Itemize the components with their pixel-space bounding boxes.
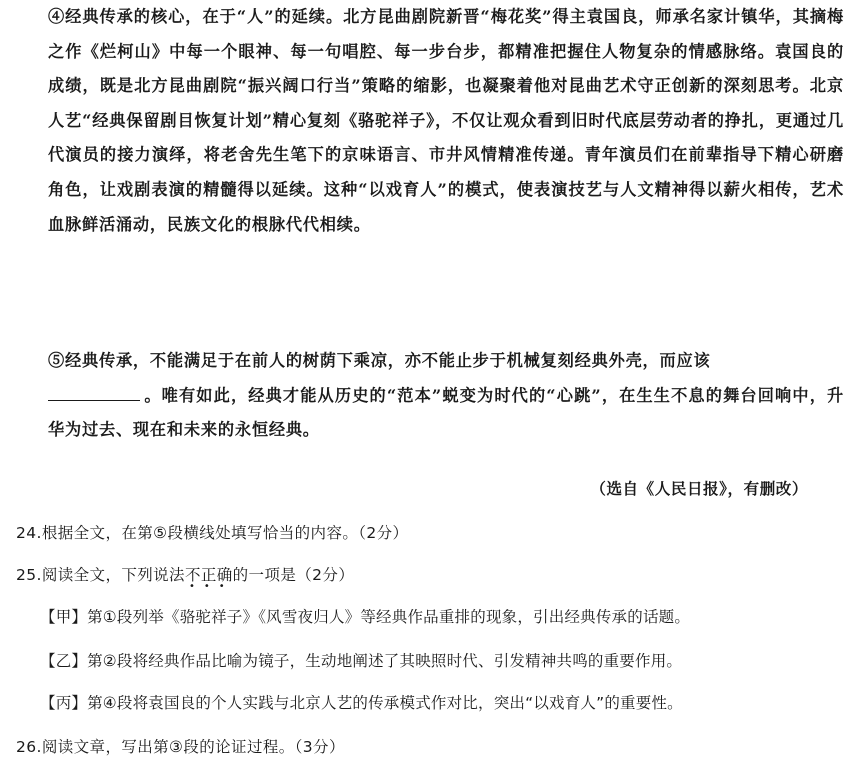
question-25-emphasis-text: 不正确: [184, 566, 233, 584]
question-25-suffix: 的一项是（2分）: [232, 566, 355, 584]
question-25-option-bing: 【丙】第④段将袁国良的个人实践与北京人艺的传承模式作对比，突出“以戏育人”的重要性。: [40, 694, 683, 712]
passage-paragraph-5: [16, 344, 844, 448]
question-25-emphasis: [185, 560, 233, 590]
paragraph-5-text-after-blank: 。唯有如此，经典才能从历史的“范本”蜕变为时代的“心跳”，在生生不息的舞台回响中，升华为过去、现在和未来的永恒经典。: [48, 385, 844, 440]
source-citation: （选自《人民日报》，有删改）: [590, 479, 808, 498]
paragraph-4-text: ④经典传承的核心，在于“人”的延续。北方昆曲剧院新晋“梅花奖”得主袁国良，师承名家计镇华，其摘梅之作《烂柯山》中每一个眼神、每一句唱腔、每一步台步，都精准把握住人物复杂的情感脉络。袁国良的成绩，既是北方昆曲剧院“振兴阔口行当”策略的缩影，也凝聚着他对昆曲艺术守正创新的深刻思考。北京人艺“经典保留剧目恢复计划”精心复刻《骆驼祥子》，不仅让观众看到旧时代底层劳动者的挣扎，更通过几代演员的接力演绎，将老舍先生笔下的京味语言、市井风情精准传递。青年演员们在前辈指导下精心研磨角色，让戏剧表演的精髓得以延续。这种“以戏育人”的模式，使表演技艺与人文精神得以薪火相传，艺术血脉鲜活涌动，民族文化的根脉代代相续。: [48, 7, 844, 234]
fill-in-blank-line[interactable]: [48, 383, 140, 401]
question-25-option-jia: 【甲】第①段列举《骆驼祥子》《风雪夜归人》等经典作品重排的现象，引出经典传承的话题。: [40, 608, 691, 626]
question-26: 26.阅读文章，写出第③段的论证过程。（3分）: [16, 738, 345, 756]
emphasis-dots: •••: [188, 581, 234, 592]
question-25-option-yi: 【乙】第②段将经典作品比喻为镜子，生动地阐述了其映照时代、引发精神共鸣的重要作用。: [40, 652, 683, 670]
question-25-prefix: 25.阅读全文，下列说法: [16, 566, 185, 584]
question-25: [16, 560, 354, 590]
paragraph-5-text-before-blank: ⑤经典传承，不能满足于在前人的树荫下乘凉，亦不能止步于机械复刻经典外壳，而应该: [48, 351, 711, 370]
question-24: 24.根据全文，在第⑤段横线处填写恰当的内容。（2分）: [16, 524, 409, 542]
passage-paragraph-4: [16, 0, 844, 242]
